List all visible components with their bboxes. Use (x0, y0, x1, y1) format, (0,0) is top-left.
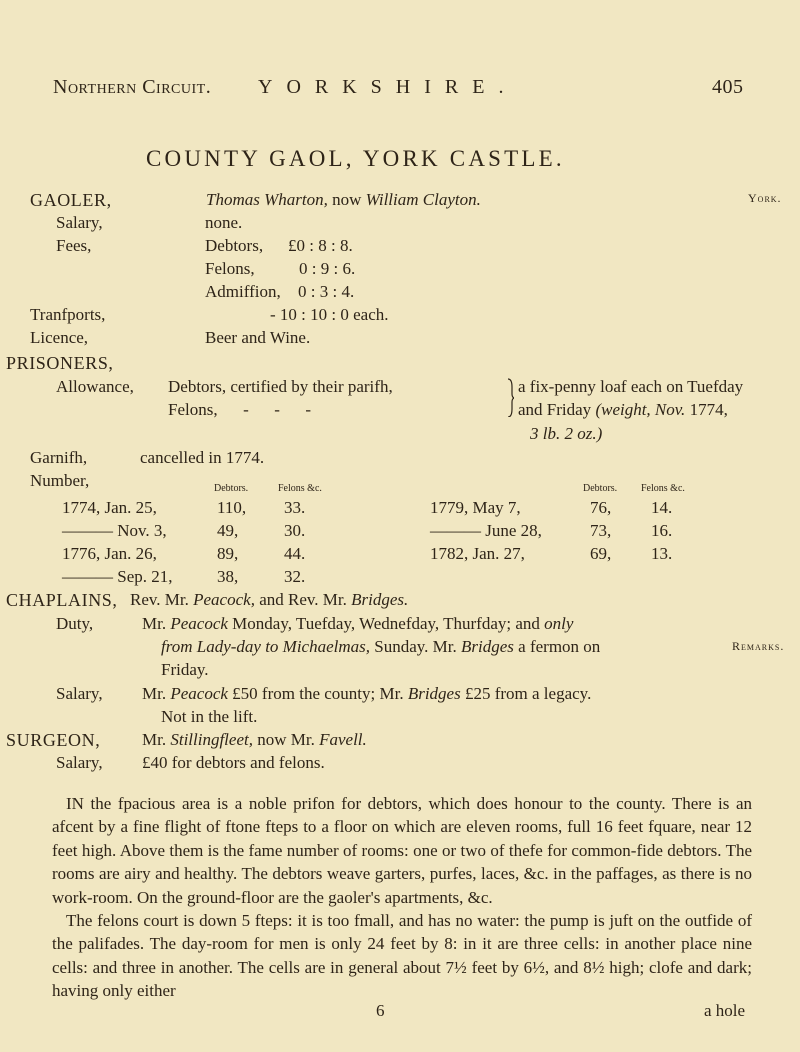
page-number: 405 (712, 76, 744, 98)
row-date: 1779, May 7, (430, 498, 521, 517)
catchword: a hole (704, 1001, 746, 1020)
chaplains-names (130, 590, 408, 610)
gaoler-former: Thomas Wharton, (206, 190, 328, 209)
surgeon-heading: SURGEON, (6, 730, 101, 750)
chaplain-salary-text (142, 684, 591, 704)
salary-mr: Mr. (142, 684, 167, 703)
row-felons: 33. (284, 498, 306, 517)
row-date: ——— Nov. 3, (62, 521, 167, 540)
signature-mark: 6 (376, 1001, 385, 1020)
salary-peacock: Peacock (170, 684, 228, 703)
row-debtors: 76, (590, 498, 612, 517)
number-label: Number, (30, 471, 90, 490)
surgeon-now: now Mr. (257, 730, 315, 749)
fee-amount: £0 : 8 : 8. (288, 236, 353, 255)
duty-text-1 (142, 614, 573, 634)
chaplain-salary-label: Salary, (56, 684, 103, 703)
prisoners-heading: PRISONERS, (6, 353, 114, 373)
surgeon-favell: Favell. (319, 730, 367, 749)
col-felons-left: Felons &c. (278, 483, 322, 494)
row-debtors: 38, (217, 567, 239, 586)
allowance-weight: (weight, Nov. (595, 400, 686, 419)
duty-sermon: a fermon on (518, 637, 601, 656)
chaplain-bridges: Bridges. (351, 590, 409, 609)
running-head-county: YORKSHIRE. (258, 76, 518, 98)
gaoler-salary-label: Salary, (56, 213, 103, 232)
paragraph-1: IN the fpacious area is a noble prifon for debtors, which does honour to the county. There is an afcent by a fine flight of ftone fteps to a floor on which are eleven rooms, full 16 feet fquare, near 12 feet high. Above them is the fame number of rooms: one or two of thefe for common-fide debtors. The rooms are airy and healthy. The debtors weave garters, purfes, laces, &c. in the paffages, as there is no work-room. On the ground-floor are the gaoler's apartments, &c. (52, 794, 752, 907)
fee-label: Debtors, (205, 236, 264, 255)
garnish-label: Garnifh, (30, 448, 88, 467)
body-text (52, 792, 752, 1003)
row-debtors: 110, (217, 498, 247, 517)
running-head-circuit: Northern Circuit. (53, 76, 212, 98)
allowance-year: 1774, (689, 400, 728, 419)
row-felons: 32. (284, 567, 306, 586)
transports-label: Tranfports, (30, 305, 106, 324)
paragraph-2: The felons court is down 5 fteps: it is too fmall, and has no water: the pump is juft on the outfide of the palifades. The day-room for men is only 24 feet by 8: in it are three cells: in another place nine cells: and three in another. The cells are in general about 7½ feet by 6½, and 8½ high; clofe and dark; having only either (52, 911, 752, 1001)
gaoler-current: William Clayton. (365, 190, 481, 209)
surgeon-salary-label: Salary, (56, 753, 103, 772)
duty-season: from Lady-day to Michaelmas, (161, 637, 371, 656)
duty-mr: Mr. (142, 614, 167, 633)
row-date: ——— Sep. 21, (62, 567, 173, 586)
row-felons: 13. (651, 544, 673, 563)
fee-amount: 0 : 9 : 6. (299, 259, 356, 278)
row-debtors: 73, (590, 521, 612, 540)
allowance-brace (506, 377, 514, 417)
fee-label: Felons, (205, 259, 255, 278)
duty-only: only (544, 614, 574, 633)
allowance-text-1: a fix-penny loaf each on Tuefday (518, 377, 744, 396)
allowance-felons: Felons, - - - (168, 400, 312, 419)
duty-days: Monday, Tuefday, Wednefday, Thurfday; and (232, 614, 540, 633)
margin-note-remarks: Remarks. (732, 639, 785, 653)
gaoler-now: now (332, 190, 362, 209)
row-felons: 16. (651, 521, 673, 540)
row-debtors: 49, (217, 521, 239, 540)
allowance-text-2 (518, 400, 728, 420)
chaplain-peacock: Peacock, (193, 590, 255, 609)
duty-bridges: Bridges (461, 637, 514, 656)
gaoler-heading: GAOLER, (30, 190, 112, 210)
surgeon-mr: Mr. (142, 730, 167, 749)
fee-label: Admiffion, (205, 282, 281, 301)
col-debtors-left: Debtors. (214, 483, 249, 494)
allowance-weight-value (530, 424, 602, 444)
duty-peacock: Peacock (170, 614, 228, 633)
allowance-plain: and Friday (518, 400, 592, 419)
margin-note-york: York. (748, 191, 782, 205)
duty-sunday: Sunday. Mr. (374, 637, 457, 656)
duty-label: Duty, (56, 614, 94, 633)
duty-row-2 (161, 637, 600, 657)
gaoler-salary-value: none. (205, 213, 243, 232)
allowance-debtors: Debtors, certified by their parifh, (168, 377, 393, 396)
salary-bridges: Bridges (407, 684, 461, 703)
gaoler-names (206, 190, 481, 210)
surgeon-salary-value: £40 for debtors and felons. (142, 753, 325, 772)
transports-value: - 10 : 10 : 0 each. (270, 305, 389, 324)
row-felons: 30. (284, 521, 306, 540)
row-date: ——— June 28, (430, 521, 542, 540)
surgeon-stillingfleet: Stillingfleet, (170, 730, 253, 749)
garnish-value: cancelled in 1774. (140, 448, 265, 467)
allowance-weight-amount: 3 lb. 2 oz.) (530, 424, 603, 443)
surgeon-names (142, 730, 367, 750)
salary-county: £50 from the county; Mr. (232, 684, 404, 703)
licence-value: Beer and Wine. (205, 328, 311, 347)
row-date: 1776, Jan. 26, (62, 544, 157, 563)
row-felons: 14. (651, 498, 673, 517)
row-date: 1774, Jan. 25, (62, 498, 157, 517)
fees-label: Fees, (56, 236, 92, 255)
chaplains-heading: CHAPLAINS, (6, 590, 118, 610)
salary-legacy: £25 from a legacy. (464, 684, 592, 703)
row-debtors: 69, (590, 544, 612, 563)
row-date: 1782, Jan. 27, (430, 544, 525, 563)
col-felons-right: Felons &c. (641, 483, 685, 494)
licence-label: Licence, (30, 328, 89, 347)
chaplain-salary-note: Not in the lift. (161, 707, 258, 726)
chaplain-join: and Rev. Mr. (259, 590, 347, 609)
allowance-label: Allowance, (56, 377, 134, 396)
page-title: COUNTY GAOL, YORK CASTLE. (146, 146, 565, 171)
col-debtors-right: Debtors. (583, 483, 618, 494)
row-debtors: 89, (217, 544, 239, 563)
chaplain-prefix: Rev. Mr. (130, 590, 189, 609)
row-felons: 44. (284, 544, 306, 563)
fee-amount: 0 : 3 : 4. (298, 282, 355, 301)
duty-row-3: Friday. (161, 660, 209, 679)
